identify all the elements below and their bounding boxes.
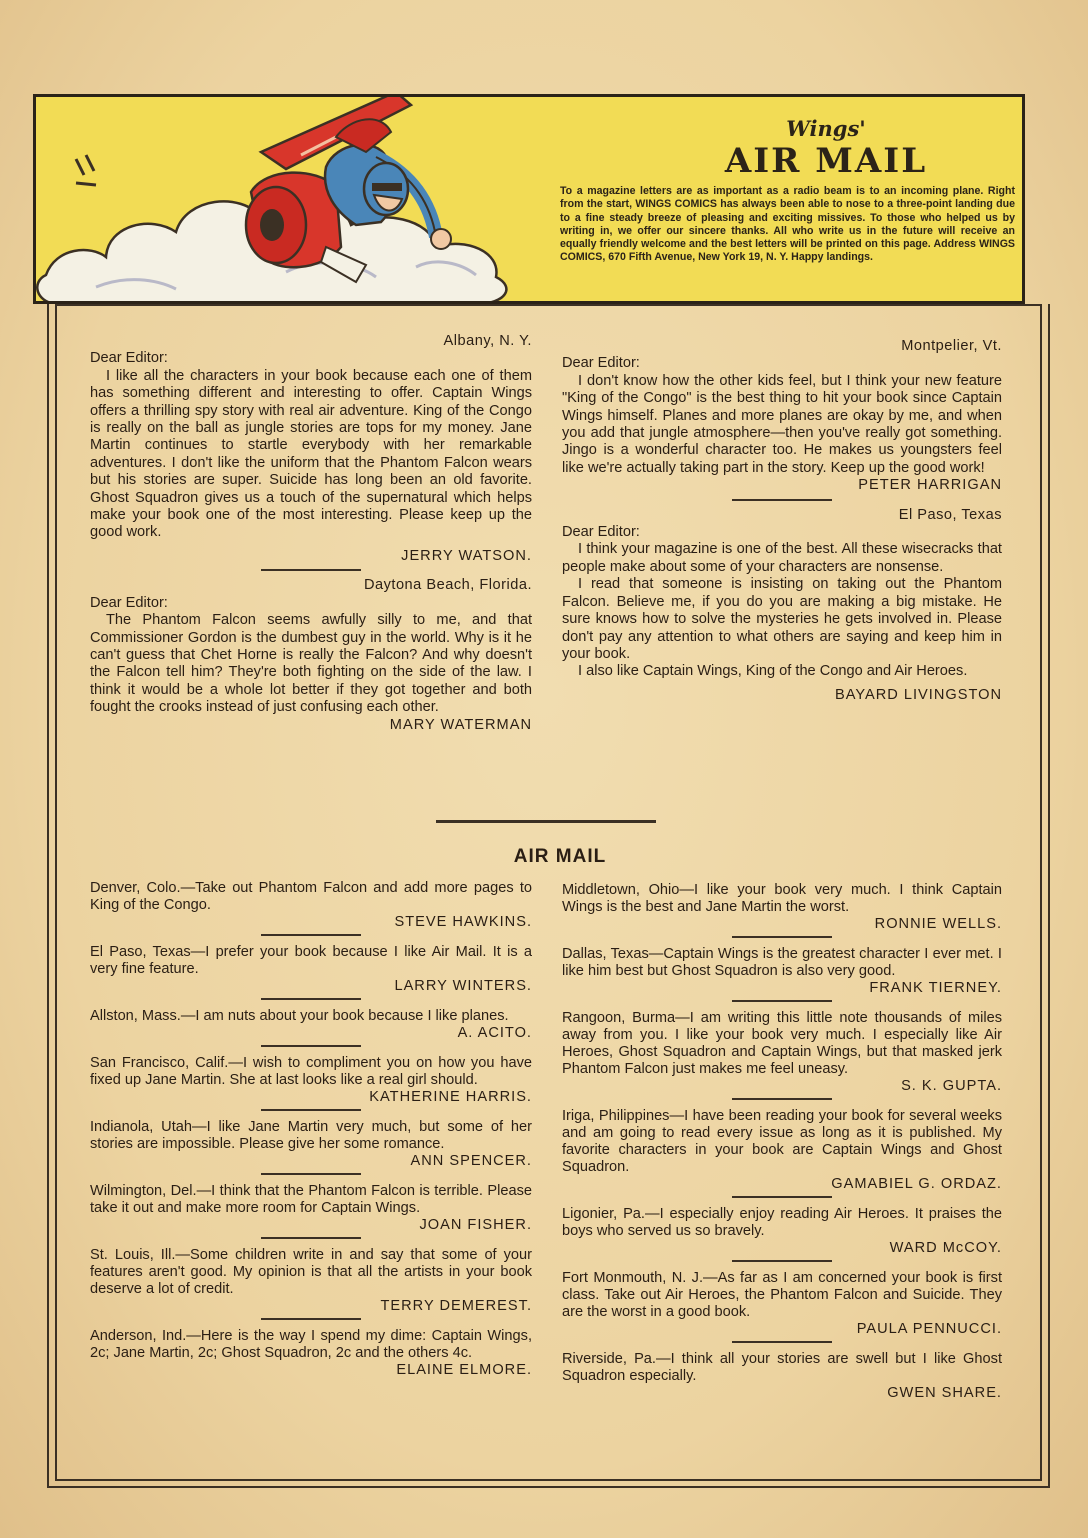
letter-signature: PETER HARRIGAN [858, 477, 1002, 494]
short-letter-signature: JOAN FISHER. [419, 1217, 532, 1233]
divider-rule [732, 1098, 832, 1100]
short-letter [562, 1351, 1002, 1402]
short-letter-signature: WARD McCOY. [889, 1240, 1002, 1256]
short-letter [90, 1247, 532, 1315]
short-letter-text: Rangoon, Burma—I am writing this little note thousands of miles away from you. I like your book very much. I especially like Air Heroes, Ghost Squadron and Captain Wings, but that masked jerk Phantom Falcon just makes me feel uneasy. [562, 1010, 1002, 1077]
short-letter-signature: LARRY WINTERS. [394, 978, 532, 994]
letter-body: I like all the characters in your book because each one of them has something different and interesting to offer. Captain Wings offers a thrilling spy story with real air adventure. King of the Congo is really on the ball as jungle stories are tops for my money. Jane Martin continues to startle everybody with her remarkable adventures. I don't like the uniform that the Phantom Falcon wears but his stories are super. Suicide has long been an old favorite. Ghost Squadron gives us a touch of the supernatural which helps make your book one of the most interesting. Please keep up the good work. [90, 367, 532, 541]
letter-el-paso [562, 507, 1002, 704]
short-letters-left [90, 880, 532, 1379]
letter-body: I think your magazine is one of the best. All these wisecracks that people make about some of your characters are nonsense. [562, 541, 1002, 575]
divider-rule [261, 1237, 361, 1239]
letter-location: Daytona Beach, Florida. [363, 577, 532, 594]
short-letter [562, 1270, 1002, 1338]
letter-greeting: Dear Editor: [90, 350, 168, 367]
header-panel [33, 94, 1025, 304]
short-letter [90, 1008, 532, 1042]
short-letter [562, 946, 1002, 997]
short-letter [562, 1206, 1002, 1257]
letter-greeting: Dear Editor: [562, 355, 640, 372]
short-letter-signature: GAMABIEL G. ORDAZ. [831, 1176, 1002, 1192]
letter-daytona [90, 577, 532, 734]
letters-left-column [90, 333, 532, 734]
short-letter [562, 882, 1002, 933]
divider-rule [261, 1045, 361, 1047]
short-letter-text: Indianola, Utah—I like Jane Martin very much, but some of her stories are impossible. Please give her some romance. [90, 1119, 532, 1152]
letter-location: Albany, N. Y. [443, 333, 532, 349]
letter-body-2: I read that someone is insisting on taking out the Phantom Falcon. Believe me, if you do you are making a big mistake. He sure knows how to solve the mysteries he gets involved in. Please don't pay any attention to what others are saying and keep him in your book. [562, 576, 1002, 662]
short-letter-signature: ANN SPENCER. [410, 1153, 532, 1169]
section-title: AIR MAIL [513, 846, 607, 867]
divider-rule [261, 1109, 361, 1111]
letter-signature: BAYARD LIVINGSTON [834, 686, 1002, 703]
short-letter-text: Fort Monmouth, N. J.—As far as I am concerned your book is first class. Take out Air Heroes, the Phantom Falcon and Suicide. They are the worst in a good book. [562, 1270, 1002, 1320]
short-letter-text: Allston, Mass.—I am nuts about your book because I like planes. [90, 1008, 509, 1024]
letters-right-column [562, 338, 1002, 704]
short-letter-text: St. Louis, Ill.—Some children write in and say that some of your features aren't good. My opinion is that all the artists in your book deserve a lot of credit. [90, 1247, 532, 1297]
letter-location: El Paso, Texas [898, 506, 1002, 523]
short-letter-signature: KATHERINE HARRIS. [369, 1089, 532, 1105]
short-letter-text: Iriga, Philippines—I have been reading your book for several weeks and am going to read every issue as long as it is published. My favorite characters in your book are Captain Wings and Ghost Squadron. [562, 1108, 1002, 1175]
short-letter-signature: PAULA PENNUCCI. [856, 1321, 1002, 1337]
short-letter-signature: STEVE HAWKINS. [394, 914, 532, 930]
title-air-mail: AIR MAIL [724, 141, 928, 181]
short-letter-text: El Paso, Texas—I prefer your book because I like Air Mail. It is a very fine feature. [90, 944, 532, 977]
short-letter-signature: TERRY DEMEREST. [380, 1298, 532, 1314]
short-letter-signature: GWEN SHARE. [887, 1385, 1002, 1401]
divider-rule [261, 934, 361, 936]
divider-rule [732, 1196, 832, 1198]
letter-body: I don't know how the other kids feel, but I think your new feature "King of the Congo" is the best thing to hit your book since Captain Wings himself. Planes and more planes are okay by me, and when you add that jungle atmosphere—then you've really got something. Jingo is a wonderful character too. He makes us youngsters feel like we're actually taking part in the story. Keep up the good work! [562, 372, 1002, 476]
short-letter-text: Dallas, Texas—Captain Wings is the greatest character I ever met. I like him best but Ghost Squadron is also very good. [562, 946, 1002, 979]
short-letter-signature: RONNIE WELLS. [874, 916, 1002, 932]
letter-body-3: I also like Captain Wings, King of the Congo and Air Heroes. [578, 663, 968, 680]
letter-greeting: Dear Editor: [90, 594, 168, 611]
title-wings: Wings' [786, 116, 866, 141]
short-letter [90, 880, 532, 931]
short-letter [90, 1119, 532, 1170]
divider-rule [732, 1000, 832, 1002]
short-letter-text: Riverside, Pa.—I think all your stories are swell but I like Ghost Squadron especially. [562, 1351, 1002, 1384]
short-letter [562, 1010, 1002, 1095]
letter-signature: JERRY WATSON. [401, 547, 532, 564]
divider-rule [732, 1341, 832, 1343]
short-letter-signature: S. K. GUPTA. [901, 1078, 1002, 1094]
letter-greeting: Dear Editor: [562, 524, 640, 541]
short-letter [90, 944, 532, 995]
short-letter-signature: ELAINE ELMORE. [396, 1362, 532, 1378]
divider-rule [261, 569, 361, 571]
letter-montpelier [562, 338, 1002, 495]
divider-rule [261, 1318, 361, 1320]
letter-location: Montpelier, Vt. [901, 338, 1002, 354]
short-letter [90, 1055, 532, 1106]
short-letter-text: Denver, Colo.—Take out Phantom Falcon and add more pages to King of the Congo. [90, 880, 532, 913]
short-letter [90, 1328, 532, 1379]
short-letter-text: Middletown, Ohio—I like your book very much. I think Captain Wings is the best and Jane Martin the worst. [562, 882, 1002, 915]
section-divider [436, 820, 656, 823]
pilot-plane-illustration [36, 97, 556, 304]
short-letter [562, 1108, 1002, 1193]
letter-signature: MARY WATERMAN [389, 716, 532, 733]
divider-rule [261, 998, 361, 1000]
short-letter-text: San Francisco, Calif.—I wish to compliment you on how you have fixed up Jane Martin. She at last looks like a real girl should. [90, 1055, 532, 1088]
header-title [656, 117, 996, 181]
divider-rule [732, 499, 832, 501]
short-letter-text: Anderson, Ind.—Here is the way I spend my dime: Captain Wings, 2c; Jane Martin, 2c; Ghost Squadron, 2c and the others 4c. [90, 1328, 532, 1361]
divider-rule [261, 1173, 361, 1175]
letter-body: The Phantom Falcon seems awfully silly to me, and that Commissioner Gordon is the dumbest guy in the world. Why is it he can't guess that Chet Horne is really the Falcon? And why doesn't the Falcon tell him? They're both fighting on the side of the law. I think it would be a whole lot better if they got together and both fought the crooks instead of just confusing each other. [90, 612, 532, 716]
divider-rule [732, 1260, 832, 1262]
speed-lines-icon [76, 155, 96, 185]
letter-albany [90, 333, 532, 565]
short-letter-text: Ligonier, Pa.—I especially enjoy reading Air Heroes. It praises the boys who served us so bravely. [562, 1206, 1002, 1239]
short-letter-text: Wilmington, Del.—I think that the Phantom Falcon is terrible. Please take it out and make more room for Captain Wings. [90, 1183, 532, 1216]
divider-rule [732, 936, 832, 938]
short-letter [90, 1183, 532, 1234]
short-letters-right [562, 882, 1002, 1402]
short-letter-signature: FRANK TIERNEY. [869, 980, 1002, 996]
header-intro-text: To a magazine letters are as important as a radio beam is to an incoming plane. Right from the start, WINGS COMICS has always been able to nose to a three-point landing due to a fine steady breeze of pleasing and exciting missives. To those who helped us by writing in, we offer our sincere thanks. All who write us in the future will receive an equally friendly welcome and the best letters will be printed on this page. Address WINGS COMICS, 670 Fifth Avenue, New York 19, N. Y. Happy landings. [560, 185, 1015, 264]
short-letter-signature: A. ACITO. [457, 1025, 532, 1041]
